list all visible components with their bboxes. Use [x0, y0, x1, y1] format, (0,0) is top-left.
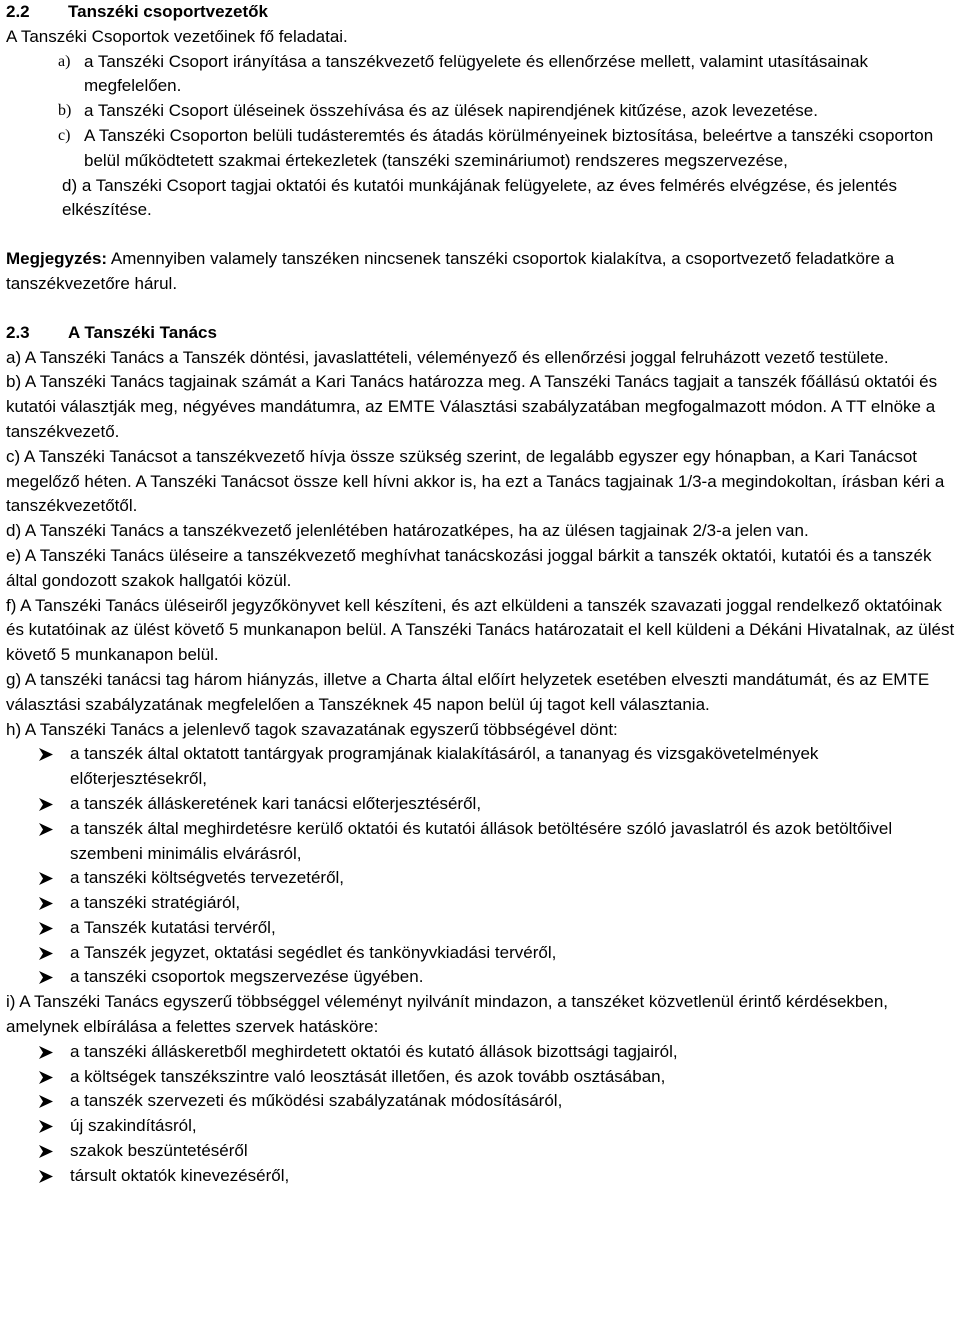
section-title: A Tanszéki Tanács [68, 322, 217, 342]
bullet-item [6, 965, 960, 990]
list-item-d: d) a Tanszéki Csoport tagjai oktatói és kutatói munkájának felügyelete, az éves felmérés elvégzése, és jelentés elkészítése. [62, 175, 898, 220]
arrow-bullet-icon [38, 1144, 54, 1159]
bullet-text: a tanszéki költségvetés tervezetéről, [70, 868, 345, 888]
bullet-text: a tanszéki álláskeretből meghirdetett oktatói és kutató állások bizottsági tagjairól, [70, 1041, 678, 1061]
bullet-item [6, 1065, 960, 1090]
list-item [6, 50, 960, 100]
arrow-bullet-icon [38, 1045, 54, 1060]
bullet-item [6, 916, 960, 941]
paragraph: e) A Tanszéki Tanács üléseire a tanszékvezető meghívhat tanácskozási joggal bárkit a tanszék oktatói, kutatói és a tanszék által gondozott szakok hallgatói közül. [6, 545, 932, 590]
section-number: 2.2 [6, 2, 30, 21]
list-item [6, 99, 960, 124]
bullet-text: a tanszék álláskeretének kari tanácsi előterjesztéséről, [70, 793, 482, 813]
paragraph: a) A Tanszéki Tanács a Tanszék döntési, javaslattételi, véleményező és ellenőrzési joggal felruházott vezető testülete. [6, 347, 889, 367]
section-number: 2.3 [6, 322, 30, 342]
list-item-text: a Tanszéki Csoport irányítása a tanszékvezető felügyelete és ellenőrzése mellett, valamint utasításainak megfelelően. [84, 51, 868, 96]
list-item-text: a Tanszéki Csoport üléseinek összehívása és az ülések napirendjének kitűzése, azok levezetése. [84, 101, 818, 121]
section-2-2-intro: A Tanszéki Csoportok vezetőinek fő feladatai. [6, 26, 348, 46]
bullet-text: új szakindításról, [70, 1116, 197, 1136]
section-title: Tanszéki csoportvezetők [68, 2, 268, 21]
arrow-bullet-icon [38, 747, 54, 762]
list-item-label: a) [58, 52, 71, 70]
list-item-label: b) [58, 102, 72, 120]
bullet-text: a tanszék szervezeti és működési szabályzatának módosításáról, [70, 1091, 563, 1111]
note-text: Amennyiben valamely tanszéken nincsenek tanszéki csoportok kialakítva, a csoportvezető feladatköre a tanszékvezetőre hárul. [6, 249, 895, 293]
arrow-bullet-icon [38, 871, 54, 886]
list-item-label: c) [58, 126, 71, 144]
list-item [6, 124, 960, 174]
arrow-bullet-icon [38, 1070, 54, 1085]
bullet-item [6, 941, 960, 966]
arrow-bullet-icon [38, 1094, 54, 1109]
bullet-item [6, 891, 960, 916]
spacer [6, 223, 960, 247]
paragraph: h) A Tanszéki Tanács a jelenlevő tagok szavazatának egyszerű többségével dönt: [6, 719, 618, 739]
note-label: Megjegyzés: [6, 249, 108, 269]
bullet-text: társult oktatók kinevezéséről, [70, 1165, 290, 1185]
bullet-text: a Tanszék kutatási tervéről, [70, 917, 276, 937]
bullet-item [6, 1114, 960, 1139]
arrow-bullet-icon [38, 921, 54, 936]
paragraph: d) A Tanszéki Tanács a tanszékvezető jelenlétében határozatképes, ha az ülésen tagjainak 2/3-a jelen van. [6, 521, 809, 541]
section-2-2-heading [6, 0, 960, 25]
paragraph: i) A Tanszéki Tanács egyszerű többséggel véleményt nyilvánít mindazon, a tanszéket közvetlenül érintő kérdésekben, amelynek elbírálása a felettes szervek hatásköre: [6, 992, 888, 1037]
spacer [6, 297, 960, 321]
bullet-item [6, 817, 960, 867]
section-2-3-heading [6, 321, 960, 346]
bullet-item [6, 1164, 960, 1189]
bullet-text: a tanszéki stratégiáról, [70, 893, 241, 913]
arrow-bullet-icon [38, 896, 54, 911]
bullet-item [6, 866, 960, 891]
i-bullet-list [6, 1040, 960, 1189]
bullet-text: a tanszéki csoportok megszervezése ügyében. [70, 967, 424, 987]
list-item-text: A Tanszéki Csoporton belüli tudásteremtés és átadás körülményeinek biztosítása, beleértve a tanszéki csoporton belül működtetett szakmai értekezletek (tanszéki szemináriumot) rendszeres megszervezése, [84, 125, 934, 170]
bullet-text: a költségek tanszékszintre való leosztását illetően, és azok tovább osztásában, [70, 1066, 666, 1086]
arrow-bullet-icon [38, 970, 54, 985]
bullet-item [6, 792, 960, 817]
note-paragraph [6, 247, 960, 297]
bullet-item [6, 1089, 960, 1114]
bullet-item [6, 1139, 960, 1164]
bullet-item [6, 1040, 960, 1065]
arrow-bullet-icon [38, 797, 54, 812]
bullet-text: a tanszék által oktatott tantárgyak programjának kialakításáról, a tananyag és vizsgakövetelmények előterjesztésekről, [70, 744, 819, 789]
paragraph: g) A tanszéki tanácsi tag három hiányzás, illetve a Charta által előírt helyzetek esetében elveszti mandátumát, és az EMTE választási szabályzatának megfelelően a Tanszéknek 45 napon belül új tagot kell választania. [6, 669, 930, 714]
bullet-text: a Tanszék jegyzet, oktatási segédlet és tankönyvkiadási tervéről, [70, 942, 557, 962]
bullet-item [6, 742, 960, 792]
paragraph: b) A Tanszéki Tanács tagjainak számát a Kari Tanács határozza meg. A Tanszéki Tanács tagjait a tanszék főállású oktatói és kutatói választják meg, négyéves mandátumra, az EMTE Választási szabályzatában megfogalmazott módon. A TT elnöke a tanszékvezető. [6, 372, 938, 441]
arrow-bullet-icon [38, 1119, 54, 1134]
bullet-text: a tanszék által meghirdetésre kerülő oktatói és kutatói állások betöltésére szóló javaslatról és azok betöltőivel szembeni minimális elvárásról, [70, 818, 893, 863]
paragraph: c) A Tanszéki Tanácsot a tanszékvezető hívja össze szükség szerint, de legalább egyszer egy hónapban, a Kari Tanácsot megelőző héten. A Tanszéki Tanácsot össze kell hívni akkor is, ha ezt a Tanács tagjainak 1/3-a megindokoltan, írásban kéri a tanszékvezetőtől. [6, 446, 945, 516]
paragraph: f) A Tanszéki Tanács üléseiről jegyzőkönyvet kell készíteni, és azt elküldeni a tanszék szavazati joggal rendelkező oktatóinak és kutatóinak az ülést követő 5 munkanapon belül. A Tanszéki Tanács határozatait el kell küldeni a Dékáni Hivatalnak, az ülést követő 5 munkanapon belül. [6, 595, 955, 665]
arrow-bullet-icon [38, 946, 54, 961]
bullet-text: szakok beszüntetéséről [70, 1141, 248, 1161]
h-bullet-list [6, 742, 960, 990]
arrow-bullet-icon [38, 1169, 54, 1184]
arrow-bullet-icon [38, 822, 54, 837]
